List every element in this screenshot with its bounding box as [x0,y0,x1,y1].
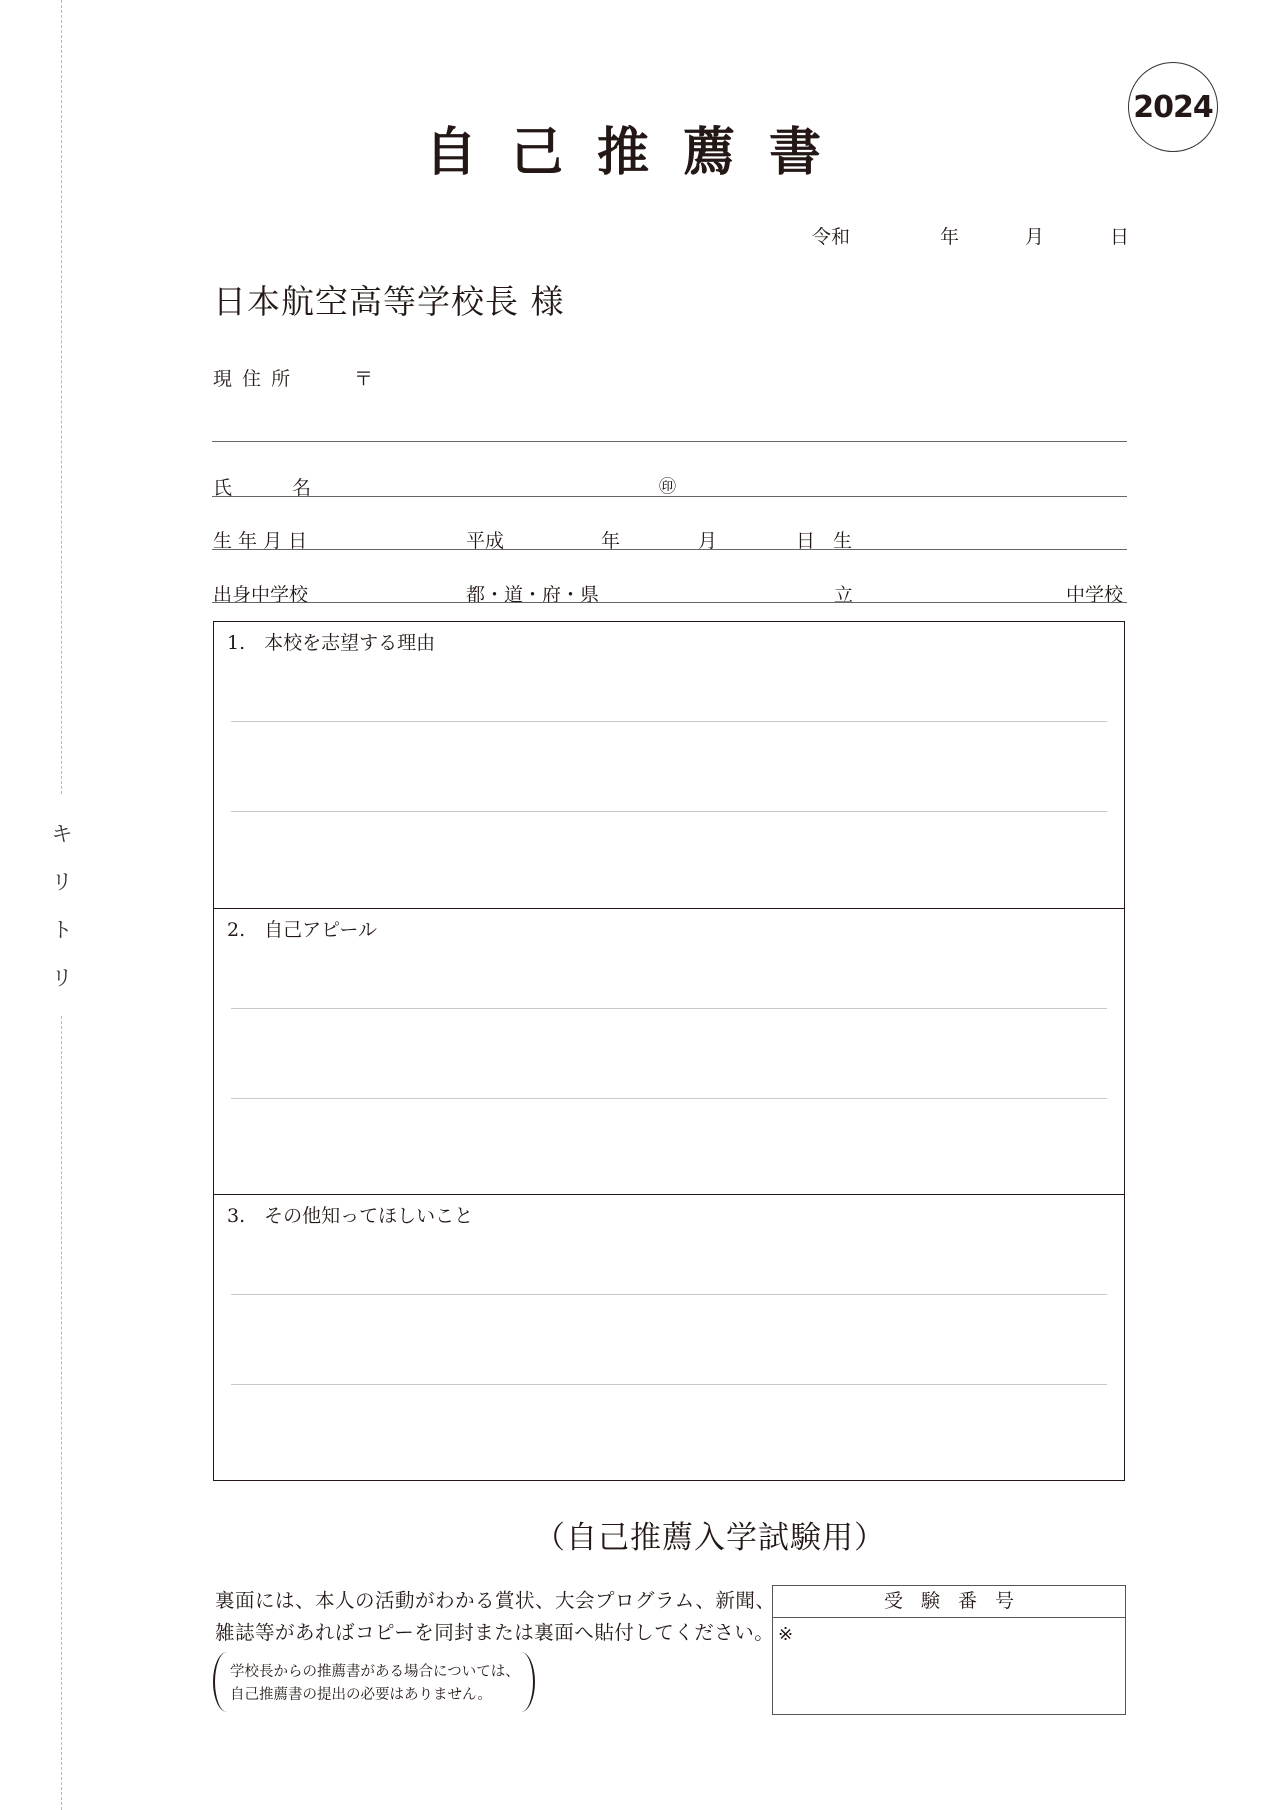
writing-line [231,1384,1107,1385]
school-public-label: 立 [834,584,854,606]
section-self-appeal-label: 2. 自己アピール [227,919,377,941]
exam-number-box [772,1585,1126,1715]
exam-number-header: 受験番号 [773,1586,1125,1618]
left-parenthesis [213,1652,227,1712]
birthdate-label: 生 年 月 日 [213,530,308,552]
exam-caption: （自己推薦入学試験用） [534,1520,886,1556]
note-line-1: 裏面には、本人の活動がわかる賞状、大会プログラム、新聞、 [215,1589,776,1612]
name-label-2: 名 [292,477,312,499]
writing-line [231,1008,1107,1009]
parenthetical-note-line-2: 自己推薦書の提出の必要はありません。 [230,1687,492,1703]
parenthetical-note [213,1652,535,1714]
writing-line [231,811,1107,812]
parenthetical-note-line-1: 学校長からの推薦書がある場合については、 [230,1664,520,1680]
birthdate-era: 平成 [466,530,505,552]
cut-label-char-2: リ [51,870,73,894]
section-reason[interactable] [213,621,1125,909]
note-line-2: 雑誌等があればコピーを同封または裏面へ貼付してください。 [215,1621,775,1644]
date-era: 令和 [812,226,851,248]
birthdate-year-label: 年 [601,530,621,552]
right-parenthesis [521,1652,535,1712]
date-day-label: 日 [1110,226,1130,248]
section-other[interactable] [213,1194,1125,1481]
cut-label-char-1: キ [51,822,73,846]
document-title: 自己推薦書 [424,122,855,183]
office-use-mark: ※ [778,1624,794,1645]
section-self-appeal[interactable] [213,908,1125,1195]
school-prefecture-options: 都・道・府・県 [466,584,600,606]
postal-mark: 〒 [354,368,374,390]
cut-label-char-4: リ [51,966,73,990]
section-other-label: 3. その他知ってほしいこと [227,1205,474,1227]
date-year-label: 年 [940,226,960,248]
school-label: 出身中学校 [213,584,309,606]
birthdate-field[interactable] [212,549,1127,550]
cut-label-char-3: ト [51,918,73,942]
writing-line [231,1098,1107,1099]
address-label: 現 住 所 [213,368,293,390]
writing-line [231,721,1107,722]
writing-line [231,1294,1107,1295]
birthdate-born-label: 生 [833,530,853,552]
school-field[interactable] [212,602,1127,603]
section-reason-label: 1. 本校を志望する理由 [227,632,436,654]
date-month-label: 月 [1025,226,1045,248]
birthdate-month-label: 月 [698,530,718,552]
addressee: 日本航空高等学校長 様 [213,282,565,321]
name-field[interactable] [212,496,1127,497]
school-suffix: 中学校 [1066,584,1124,606]
address-field[interactable] [212,441,1127,442]
year-badge: 2024 [1128,62,1218,152]
birthdate-day-label: 日 [796,530,816,552]
seal-mark: ㊞ [659,477,676,497]
name-label-1: 氏 [213,477,233,499]
